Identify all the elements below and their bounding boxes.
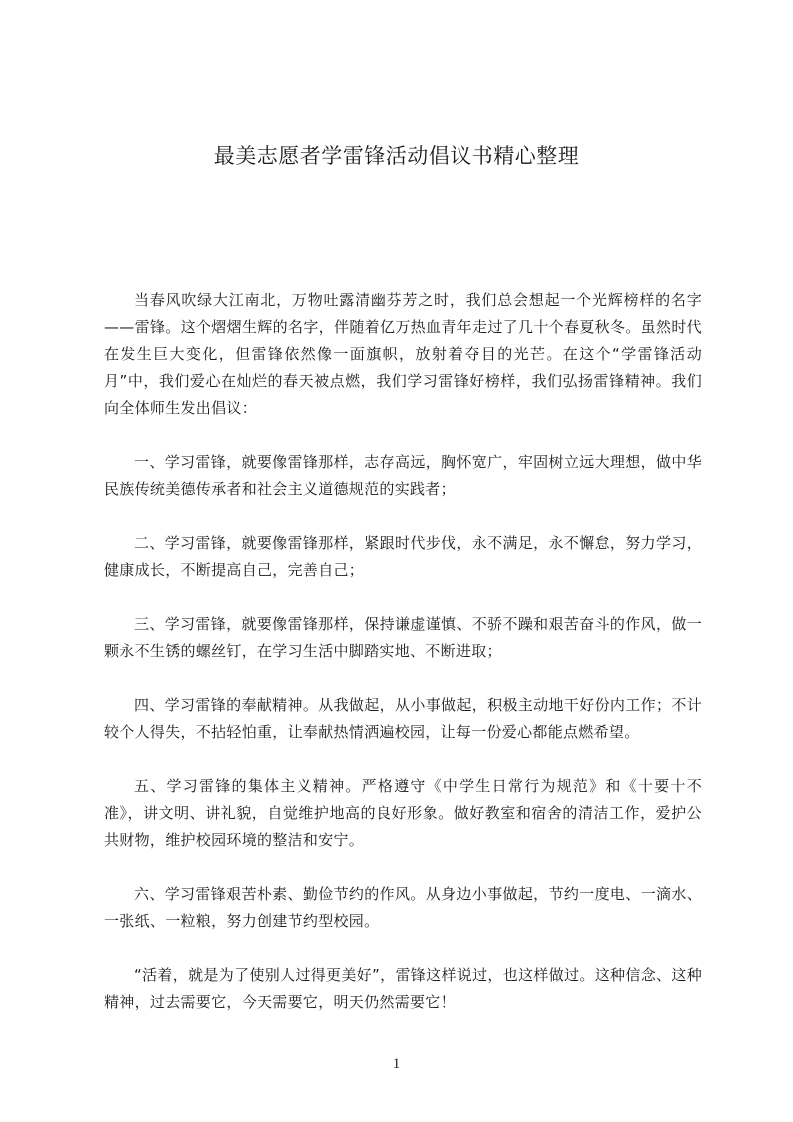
proposal-item-1: 一、学习雷锋，就要像雷锋那样，志存高远，胸怀宽广，牢固树立远大理想，做中华民族传统美德传承者和社会主义道德规范的实践者； bbox=[104, 453, 702, 498]
closing-paragraph: “活着，就是为了使别人过得更美好”，雷锋这样说过，也这样做过。这种信念、这种精神，过去需要它，今天需要它，明天仍然需要它！ bbox=[104, 966, 702, 1011]
page-number: 1 bbox=[392, 1056, 401, 1072]
document-title: 最美志愿者学雷锋活动倡议书精心整理 bbox=[213, 144, 580, 168]
intro-paragraph: 当春风吹绿大江南北，万物吐露清幽芬芳之时，我们总会想起一个光辉榜样的名字——雷锋。这个熠熠生辉的名字，伴随着亿万热血青年走过了几十个春夏秋冬。虽然时代在发生巨大变化，但雷锋依然像一面旗帜，放射着夺目的光芒。在这个“学雷锋活动月”中，我们爱心在灿烂的春天被点燃，我们学习雷锋好榜样，我们弘扬雷锋精神。我们向全体师生发出倡议： bbox=[104, 291, 702, 417]
proposal-item-6: 六、学习雷锋艰苦朴素、勤俭节约的作风。从身边小事做起，节约一度电、一滴水、一张纸、一粒粮，努力创建节约型校园。 bbox=[104, 885, 702, 930]
proposal-item-2: 二、学习雷锋，就要像雷锋那样，紧跟时代步伐，永不满足，永不懈怠，努力学习，健康成长，不断提高自己，完善自己； bbox=[104, 534, 702, 579]
proposal-item-5: 五、学习雷锋的集体主义精神。严格遵守《中学生日常行为规范》和《十要十不准》，讲文明、讲礼貌，自觉维护地高的良好形象。做好教室和宿舍的清洁工作，爱护公共财物，维护校园环境的整洁和安宁。 bbox=[104, 777, 702, 849]
proposal-item-3: 三、学习雷锋，就要像雷锋那样，保持谦虚谨慎、不骄不躁和艰苦奋斗的作风，做一颗永不生锈的螺丝钉，在学习生活中脚踏实地、不断进取； bbox=[104, 615, 702, 660]
proposal-item-4: 四、学习雷锋的奉献精神。从我做起，从小事做起，积极主动地干好份内工作；不计较个人得失，不拈轻怕重，让奉献热情洒遍校园，让每一份爱心都能点燃希望。 bbox=[104, 696, 702, 741]
document-body bbox=[104, 287, 702, 1043]
